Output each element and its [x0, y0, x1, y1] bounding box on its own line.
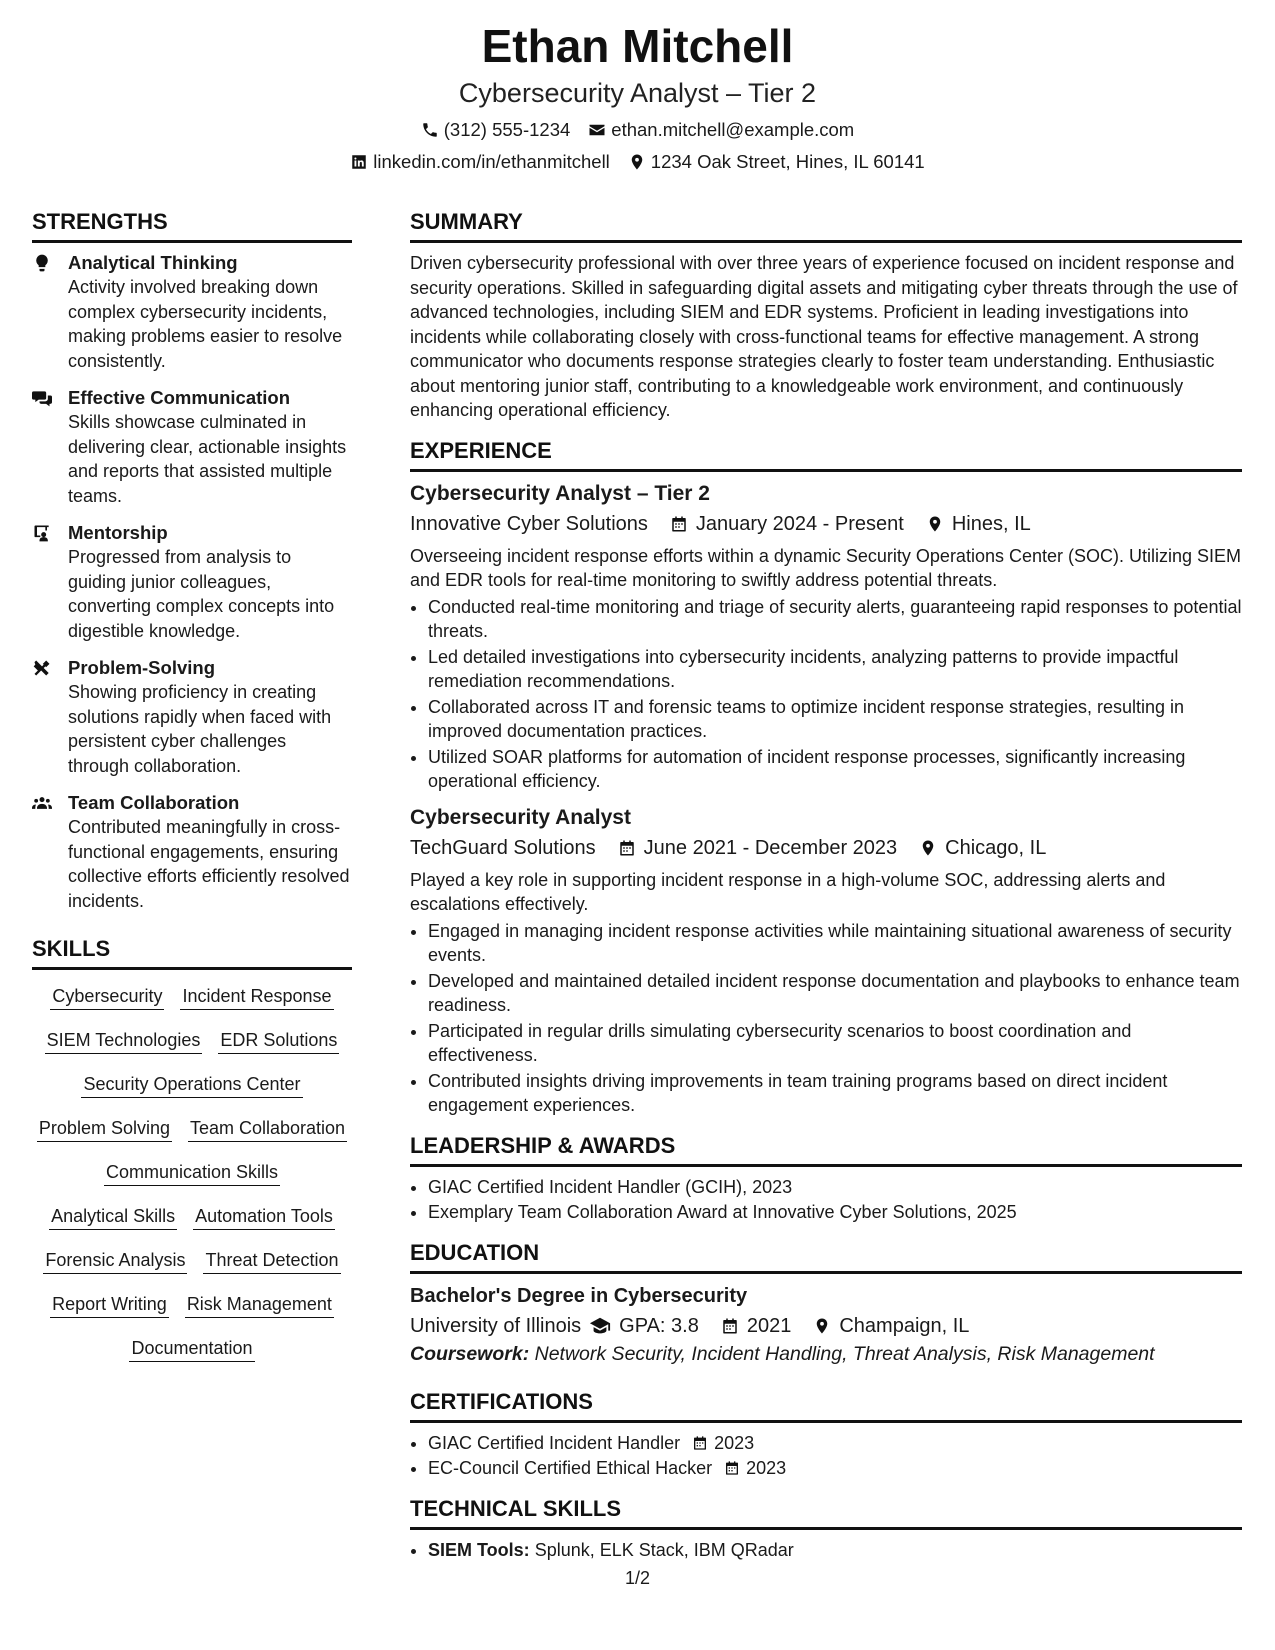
strength-title: Effective Communication — [68, 387, 291, 408]
job-dates: June 2021 - December 2023 — [643, 836, 898, 859]
strength-desc: Skills showcase culminated in delivering clear, actionable insights and reports that assisted multiple teams. — [68, 412, 347, 506]
calendar-icon — [670, 515, 688, 533]
education-section — [410, 1239, 1242, 1368]
skill-tag: Threat Detection — [203, 1248, 340, 1274]
map-marker-icon — [919, 839, 937, 857]
strength-title: Analytical Thinking — [68, 252, 238, 273]
job-entry — [410, 804, 1242, 1118]
job-bullet: • Participated in regular drills simulating cybersecurity scenarios to boost coordination and effectiveness. — [428, 1019, 1242, 1068]
skill-tag: SIEM Technologies — [45, 1028, 203, 1054]
leadership-item: • Exemplary Team Collaboration Award at Innovative Cyber Solutions, 2025 — [428, 1200, 1242, 1225]
job-bullet: • Collaborated across IT and forensic teams to optimize incident response strategies, resulting in improved documentation practices. — [428, 695, 1242, 744]
job-location: Chicago, IL — [945, 836, 1047, 859]
left-column — [32, 208, 352, 1366]
coursework-label: Coursework: — [410, 1342, 530, 1365]
certifications-list — [410, 1431, 1242, 1481]
calendar-icon — [724, 1460, 740, 1476]
strengths-heading: STRENGTHS — [32, 208, 352, 243]
skill-tag: Analytical Skills — [49, 1204, 177, 1230]
email-contact[interactable] — [588, 118, 854, 142]
technical-skill-value: Splunk, ELK Stack, IBM QRadar — [534, 1539, 794, 1560]
job-location: Hines, IL — [951, 512, 1031, 535]
skill-tag: EDR Solutions — [218, 1028, 339, 1054]
skill-tag: Report Writing — [50, 1292, 169, 1318]
technical-skills-section — [410, 1495, 1242, 1563]
job-bullets — [410, 595, 1242, 794]
map-marker-icon — [926, 515, 944, 533]
job-company: Innovative Cyber Solutions — [410, 512, 648, 535]
resume-header — [0, 18, 1275, 174]
certification-item — [428, 1431, 1242, 1456]
lightbulb-icon — [32, 253, 52, 273]
skill-tag: Forensic Analysis — [43, 1248, 187, 1274]
skills-heading: SKILLS — [32, 935, 352, 970]
calendar-icon — [721, 1317, 739, 1335]
users-icon — [32, 793, 52, 813]
certifications-heading: CERTIFICATIONS — [410, 1388, 1242, 1423]
skill-tag: Communication Skills — [104, 1160, 280, 1186]
job-bullet: • Contributed insights driving improvements in team training programs based on direct incident engagement experiences. — [428, 1069, 1242, 1118]
linkedin-text[interactable]: linkedin.com/in/ethanmitchell — [373, 151, 610, 172]
right-column — [410, 208, 1242, 1576]
skill-tag: Team Collaboration — [188, 1116, 347, 1142]
education-meta — [410, 1312, 1242, 1340]
graduation-cap-icon — [589, 1315, 611, 1337]
school-name: University of Illinois — [410, 1314, 582, 1337]
technical-skill-label: SIEM Tools: — [428, 1539, 530, 1560]
strength-desc: Showing proficiency in creating solutions rapidly when faced with persistent cyber challenges through collaboration. — [68, 682, 332, 776]
skill-tag: Cybersecurity — [50, 984, 164, 1010]
address-text: 1234 Oak Street, Hines, IL 60141 — [650, 151, 925, 172]
strength-item — [32, 386, 352, 508]
job-title: Cybersecurity Analyst — [410, 805, 631, 829]
coursework — [410, 1340, 1242, 1368]
degree-title: Bachelor's Degree in Cybersecurity — [410, 1284, 748, 1307]
leadership-section — [410, 1132, 1242, 1225]
strength-item — [32, 791, 352, 913]
calendar-icon — [692, 1435, 708, 1451]
strength-desc: Progressed from analysis to guiding junior colleagues, converting complex concepts into digestible knowledge. — [68, 547, 335, 641]
skill-tag: Automation Tools — [193, 1204, 335, 1230]
email-text[interactable]: ethan.mitchell@example.com — [611, 119, 855, 140]
job-meta — [410, 834, 1242, 862]
job-bullet: • Conducted real-time monitoring and triage of security alerts, guaranteeing rapid responses to potential threats. — [428, 595, 1242, 644]
strength-title: Mentorship — [68, 522, 168, 543]
strength-title: Problem-Solving — [68, 657, 215, 678]
job-bullet: • Utilized SOAR platforms for automation of incident response processes, significantly increasing operational efficiency. — [428, 745, 1242, 794]
skill-tag: Problem Solving — [37, 1116, 172, 1142]
candidate-name: Ethan Mitchell — [481, 20, 794, 72]
technical-skills-list — [410, 1538, 1242, 1563]
strength-title: Team Collaboration — [68, 792, 240, 813]
phone-text: (312) 555-1234 — [443, 119, 571, 140]
map-marker-icon — [813, 1317, 831, 1335]
summary-heading: SUMMARY — [410, 208, 1242, 243]
leadership-heading: LEADERSHIP & AWARDS — [410, 1132, 1242, 1167]
tools-icon — [32, 658, 52, 678]
job-bullet: • Engaged in managing incident response activities while maintaining situational awareness of security events. — [428, 919, 1242, 968]
job-company: TechGuard Solutions — [410, 836, 596, 859]
linkedin-contact[interactable] — [350, 150, 610, 174]
experience-section — [410, 437, 1242, 1118]
leadership-item: • GIAC Certified Incident Handler (GCIH), 2023 — [428, 1175, 1242, 1200]
certification-year: 2023 — [714, 1432, 755, 1453]
strength-item — [32, 521, 352, 643]
technical-skill-item — [428, 1538, 1242, 1563]
phone-contact — [421, 118, 571, 142]
experience-heading: EXPERIENCE — [410, 437, 1242, 472]
comments-icon — [32, 388, 52, 408]
contact-row-1 — [0, 118, 1275, 142]
page-number: 1/2 — [624, 1568, 651, 1588]
skill-tag: Risk Management — [185, 1292, 334, 1318]
envelope-icon — [588, 121, 606, 139]
job-bullet: • Led detailed investigations into cybersecurity incidents, analyzing patterns to provide impactful remediation recommendations. — [428, 645, 1242, 694]
skill-tag: Documentation — [129, 1336, 254, 1362]
strength-desc: Contributed meaningfully in cross-functional engagements, ensuring collective efforts efficiently resolved incidents. — [68, 817, 350, 911]
certifications-section — [410, 1388, 1242, 1481]
school-location: Champaign, IL — [839, 1314, 970, 1337]
job-bullet: • Developed and maintained detailed incident response documentation and playbooks to enhance team readiness. — [428, 969, 1242, 1018]
address-contact — [628, 150, 925, 174]
chalkboard-teacher-icon — [32, 523, 52, 543]
coursework-text: Network Security, Incident Handling, Threat Analysis, Risk Management — [534, 1342, 1155, 1365]
job-description: Played a key role in supporting incident response in a high-volume SOC, addressing alerts and escalations effectively. — [410, 869, 1166, 914]
phone-icon — [421, 121, 439, 139]
summary-text: Driven cybersecurity professional with over three years of experience focused on incident response and security operations. Skilled in safeguarding digital assets and mitigating cyber threats through the use of advanced technologies, including SIEM and EDR systems. Proficient in leading investigations into incidents while collaborating closely with cross-functional teams for effective management. A strong communicator who documents response strategies clearly to foster team understanding. Enthusiastic about mentoring junior staff, contributing to a knowledgeable work environment, and continuously enhancing operational efficiency. — [410, 253, 1238, 420]
strength-item — [32, 656, 352, 778]
job-dates: January 2024 - Present — [695, 512, 904, 535]
job-title: Cybersecurity Analyst – Tier 2 — [410, 481, 710, 505]
certification-year: 2023 — [746, 1458, 787, 1478]
technical-skills-heading: TECHNICAL SKILLS — [410, 1495, 1242, 1530]
strength-desc: Activity involved breaking down complex cybersecurity incidents, making problems easier to resolve consistently. — [68, 277, 343, 371]
job-description: Overseeing incident response efforts within a dynamic Security Operations Center (SOC). Utilizing SIEM and EDR tools for real-time monitoring to swiftly address potential threats. — [410, 545, 1242, 590]
linkedin-icon — [350, 153, 368, 171]
candidate-title: Cybersecurity Analyst – Tier 2 — [458, 78, 817, 108]
education-heading: EDUCATION — [410, 1239, 1242, 1274]
certification-name: • GIAC Certified Incident Handler — [428, 1432, 681, 1453]
calendar-icon — [618, 839, 636, 857]
contact-row-2 — [0, 150, 1275, 174]
skill-tag: Security Operations Center — [81, 1072, 302, 1098]
certification-item — [428, 1456, 1242, 1481]
skills-list — [32, 980, 352, 1366]
job-meta — [410, 510, 1242, 538]
strength-item — [32, 251, 352, 373]
map-marker-icon — [628, 153, 646, 171]
leadership-list — [410, 1175, 1242, 1225]
job-bullets — [410, 919, 1242, 1118]
skill-tag: Incident Response — [180, 984, 333, 1010]
job-entry — [410, 480, 1242, 794]
certification-name: • EC-Council Certified Ethical Hacker — [428, 1458, 713, 1478]
summary-section — [410, 208, 1242, 423]
graduation-year: 2021 — [746, 1314, 792, 1337]
gpa: GPA: 3.8 — [619, 1314, 699, 1337]
